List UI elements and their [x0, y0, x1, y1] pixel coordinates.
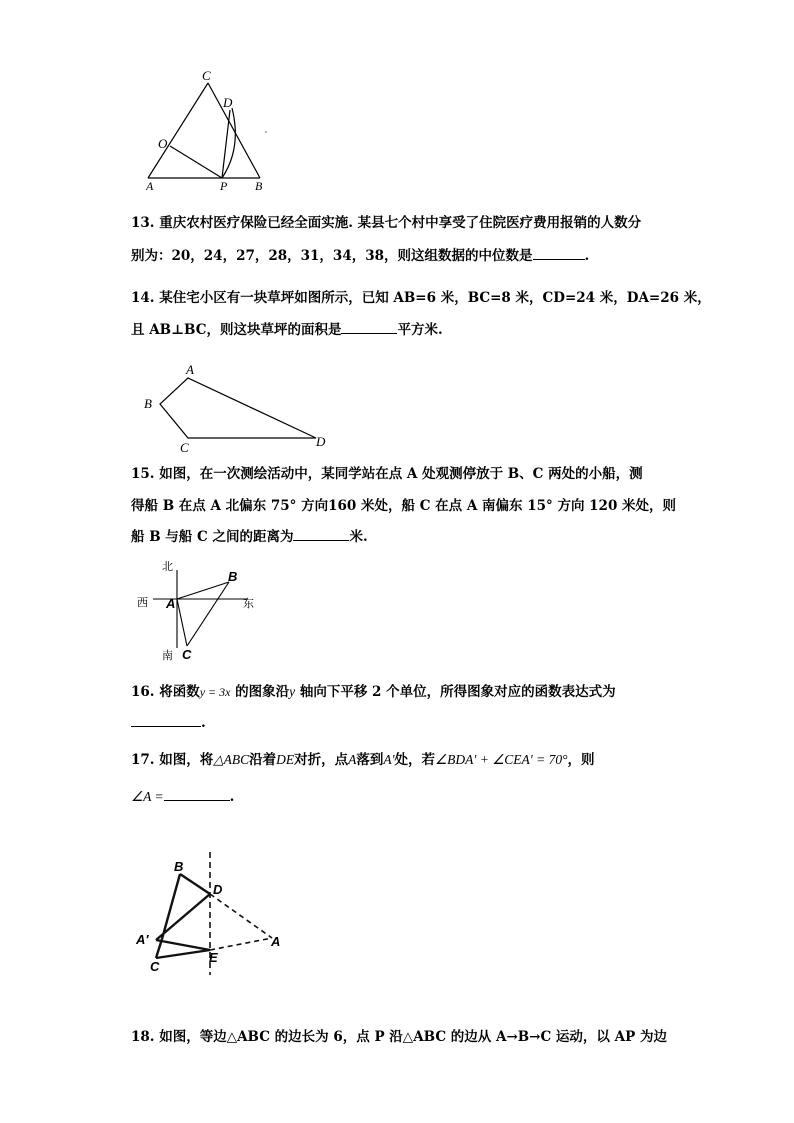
- segment-ea: [210, 938, 272, 950]
- q14-line1: [131, 286, 711, 306]
- q15-line2: [131, 494, 676, 514]
- q13-end: .: [584, 248, 590, 264]
- q17-line2: [131, 786, 234, 805]
- label-p: P: [220, 179, 228, 193]
- segment-bc: [187, 582, 229, 646]
- figure-q15-svg: [135, 556, 265, 664]
- label-north: 北: [162, 560, 173, 573]
- q16-part3: 轴向下平移 2 个单位，所得图象对应的函数表达式为: [299, 684, 616, 700]
- segment-bd: [180, 874, 210, 894]
- q17-part5: 处，若: [394, 752, 436, 768]
- label-west: 西: [137, 596, 148, 609]
- figure-q15: [135, 556, 265, 664]
- segment-da-prime: [156, 894, 210, 940]
- label-b: B: [255, 179, 263, 193]
- figure-q14-svg: [140, 360, 340, 455]
- label-a: A: [146, 179, 154, 193]
- segment-da: [210, 894, 272, 938]
- label-b: B: [144, 396, 152, 411]
- q15-line2-text: 得船 B 在点 A 北偏东 75° 方向160 米处，船 C 在点 A 南偏东 15° 方向 120 米处，则: [131, 498, 677, 514]
- segment-a-prime-e: [156, 940, 210, 950]
- segment-bc: [156, 939, 162, 958]
- q17-point-a-prime: A′: [383, 752, 395, 767]
- q16-part2: 的图象沿: [235, 684, 290, 700]
- q16-answer-blank[interactable]: [131, 712, 201, 727]
- q13-number: 13.: [131, 215, 155, 231]
- segment-ab: [177, 582, 229, 599]
- figure-q12: [140, 68, 280, 193]
- figure-q17: [134, 840, 294, 980]
- label-d: D: [213, 882, 223, 897]
- q17-answer-blank[interactable]: [164, 786, 230, 801]
- q15-line3-b: 米.: [349, 529, 368, 545]
- figure-q12-svg: [140, 68, 280, 193]
- q13-text2: 别为：20，24，27，28，31，34，38，则这组数据的中位数是: [131, 248, 533, 264]
- segment-op: [170, 146, 222, 178]
- q14-number: 14.: [131, 290, 155, 306]
- q16-end: .: [201, 715, 206, 731]
- label-d: D: [316, 434, 326, 449]
- segment-ce: [156, 950, 210, 958]
- label-a: A: [186, 362, 194, 377]
- q14-line2: [131, 318, 443, 338]
- q17-line1: [131, 748, 595, 768]
- q14-line1-text: 某住宅小区有一块草坪如图所示，已知 AB=6 米，BC=8 米，CD=24 米，DA=26 米，: [159, 290, 711, 306]
- segment-cb: [208, 83, 260, 178]
- q15-line1-text: 如图，在一次测绘活动中，某同学站在点 A 处观测停放于 B、C 两处的小船，测: [159, 466, 643, 482]
- q17-triangle: △ABC: [213, 752, 250, 767]
- q15-line3-a: 船 B 与船 C 之间的距离为: [131, 529, 294, 545]
- q17-part4: 落到: [356, 752, 384, 768]
- q16-formula: y = 3x: [199, 685, 231, 699]
- q18-number: 18.: [131, 1029, 155, 1045]
- segment-ac: [177, 599, 187, 646]
- label-c: C: [150, 959, 160, 974]
- label-b: B: [174, 859, 184, 874]
- q17-de: DE: [276, 752, 295, 767]
- label-east: 东: [243, 597, 254, 610]
- label-c: C: [182, 647, 192, 662]
- q18-line1: [131, 1025, 667, 1045]
- q17-angles: ∠BDA′ + ∠CEA′ = 70°: [435, 752, 568, 767]
- label-e: E: [209, 950, 218, 965]
- label-a: A: [166, 596, 176, 611]
- q13-answer-blank[interactable]: [533, 245, 585, 260]
- label-south: 南: [162, 649, 173, 662]
- segment-pd: [222, 110, 230, 178]
- q15-answer-blank[interactable]: [293, 526, 349, 541]
- q14-line2-b: 平方米.: [397, 322, 443, 338]
- segment-ba: [162, 874, 180, 939]
- q16-line2: [131, 712, 206, 731]
- quadrilateral-abcd: [160, 378, 316, 438]
- q16-number: 16.: [131, 684, 155, 700]
- q17-point-a: A: [348, 752, 357, 767]
- q17-part2: 沿着: [249, 752, 277, 768]
- q16-part1: 将函数: [159, 684, 200, 700]
- label-d: D: [223, 95, 233, 110]
- q18-text: 如图，等边△ABC 的边长为 6，点 P 沿△ABC 的边从 A→B→C 运动，以 AP 为边: [159, 1029, 667, 1045]
- figure-q17-svg: [134, 840, 294, 980]
- q14-line2-a: 且 AB⊥BC，则这块草坪的面积是: [131, 322, 342, 338]
- q15-number: 15.: [131, 466, 155, 482]
- q17-angle-a: ∠A =: [131, 789, 164, 804]
- q17-part6: ，则: [567, 752, 595, 768]
- q16-axis: y: [289, 684, 296, 699]
- q13-line2: [131, 244, 589, 264]
- figure-q14: [140, 360, 340, 455]
- q14-answer-blank[interactable]: [341, 319, 397, 334]
- q17-part1: 如图，将: [159, 752, 214, 768]
- q16-line1: [131, 680, 616, 700]
- q15-line3: [131, 525, 368, 545]
- label-a: A: [271, 934, 281, 949]
- q17-part3: 对折，点: [294, 752, 349, 768]
- q17-end: .: [229, 789, 235, 805]
- label-c: C: [202, 68, 211, 83]
- q13-line1: [131, 211, 641, 231]
- q17-number: 17.: [131, 752, 155, 768]
- label-a-prime: A′: [136, 932, 149, 947]
- label-o: O: [158, 136, 168, 151]
- q15-line1: [131, 462, 643, 482]
- q13-text1: 重庆农村医疗保险已经全面实施. 某县七个村中享受了住院医疗费用报销的人数分: [159, 215, 642, 231]
- label-b: B: [228, 569, 238, 584]
- label-c: C: [180, 440, 189, 455]
